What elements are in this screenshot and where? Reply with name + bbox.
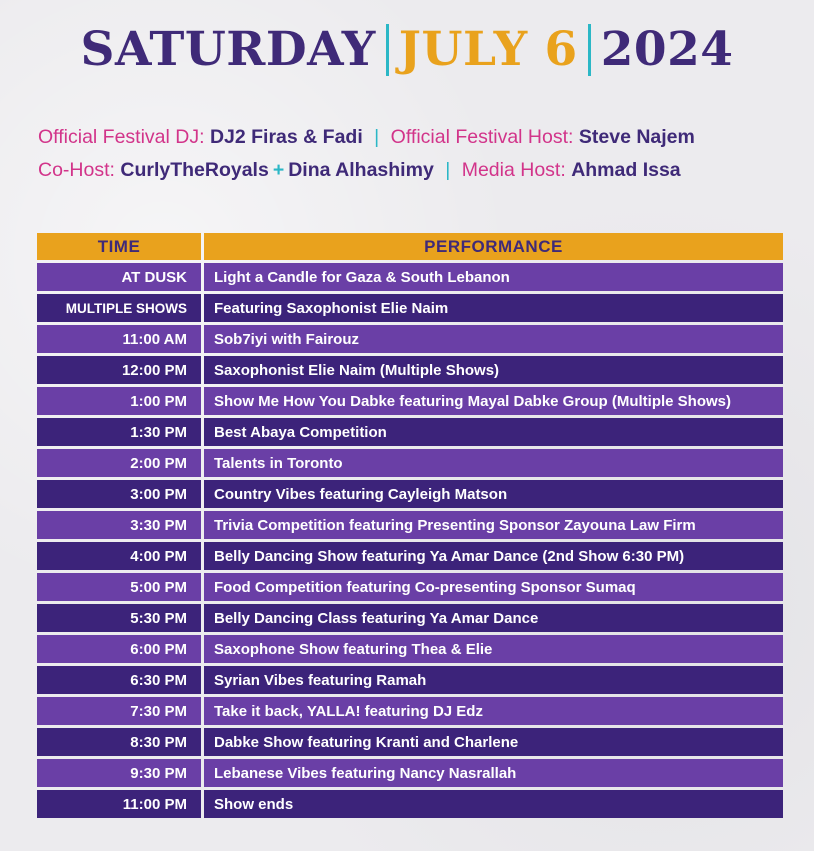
credits-divider: |: [374, 126, 380, 148]
table-row: [37, 356, 783, 384]
row-performance: Take it back, YALLA! featuring DJ Edz: [204, 697, 783, 725]
row-performance: Saxophonist Elie Naim (Multiple Shows): [204, 356, 783, 384]
row-performance: Best Abaya Competition: [204, 418, 783, 446]
table-row: [37, 511, 783, 539]
row-time: 11:00 AM: [37, 325, 201, 353]
row-time: 12:00 PM: [37, 356, 201, 384]
row-time: 4:00 PM: [37, 542, 201, 570]
table-row: [37, 759, 783, 787]
table-row: [37, 666, 783, 694]
row-time: 3:00 PM: [37, 480, 201, 508]
row-performance: Trivia Competition featuring Presenting Sponsor Zayouna Law Firm: [204, 511, 783, 539]
row-time: 5:30 PM: [37, 604, 201, 632]
row-performance: Show Me How You Dabke featuring Mayal Dabke Group (Multiple Shows): [204, 387, 783, 415]
table-row: [37, 263, 783, 291]
row-time: MULTIPLE SHOWS: [37, 294, 201, 322]
title-date: JULY 6: [398, 22, 578, 77]
table-row: [37, 325, 783, 353]
table-row: [37, 387, 783, 415]
header-time: TIME: [37, 233, 201, 260]
title-divider: [588, 24, 591, 76]
table-row: [37, 790, 783, 818]
dj-name: DJ2 Firas & Fadi: [209, 126, 363, 148]
row-time: 2:00 PM: [37, 449, 201, 477]
table-row: [37, 480, 783, 508]
table-row: [37, 573, 783, 601]
row-performance: Saxophone Show featuring Thea & Elie: [204, 635, 783, 663]
cohost-role: Co-Host:: [38, 159, 115, 181]
row-performance: Belly Dancing Class featuring Ya Amar Dance: [204, 604, 783, 632]
cohost-name-2: Dina Alhashimy: [288, 159, 434, 181]
credits-divider: |: [445, 159, 451, 181]
row-performance: Syrian Vibes featuring Ramah: [204, 666, 783, 694]
row-time: 3:30 PM: [37, 511, 201, 539]
title-divider: [386, 24, 389, 76]
table-row: [37, 604, 783, 632]
credits-line-1: [38, 126, 798, 149]
row-time: 1:30 PM: [37, 418, 201, 446]
schedule-table: [34, 230, 786, 821]
row-time: 9:30 PM: [37, 759, 201, 787]
row-time: 11:00 PM: [37, 790, 201, 818]
row-performance: Light a Candle for Gaza & South Lebanon: [204, 263, 783, 291]
row-performance: Talents in Toronto: [204, 449, 783, 477]
row-performance: Dabke Show featuring Kranti and Charlene: [204, 728, 783, 756]
title-year: 2024: [600, 22, 734, 77]
host-role: Official Festival Host:: [390, 126, 574, 148]
table-row: [37, 418, 783, 446]
row-performance: Country Vibes featuring Cayleigh Matson: [204, 480, 783, 508]
schedule-body: [37, 263, 783, 818]
dj-role: Official Festival DJ:: [38, 126, 205, 148]
table-row: [37, 449, 783, 477]
row-time: AT DUSK: [37, 263, 201, 291]
credits-line-2: [38, 159, 798, 182]
table-row: [37, 728, 783, 756]
row-performance: Sob7iyi with Fairouz: [204, 325, 783, 353]
row-performance: Belly Dancing Show featuring Ya Amar Dance (2nd Show 6:30 PM): [204, 542, 783, 570]
table-row: [37, 294, 783, 322]
media-name: Ahmad Issa: [571, 159, 681, 181]
row-time: 1:00 PM: [37, 387, 201, 415]
row-time: 8:30 PM: [37, 728, 201, 756]
cohost-plus: +: [272, 159, 285, 181]
header-performance: PERFORMANCE: [204, 233, 783, 260]
table-row: [37, 542, 783, 570]
row-time: 5:00 PM: [37, 573, 201, 601]
table-row: [37, 635, 783, 663]
row-performance: Featuring Saxophonist Elie Naim: [204, 294, 783, 322]
row-time: 7:30 PM: [37, 697, 201, 725]
page-title: [0, 22, 814, 77]
row-performance: Lebanese Vibes featuring Nancy Nasrallah: [204, 759, 783, 787]
media-role: Media Host:: [461, 159, 566, 181]
row-time: 6:00 PM: [37, 635, 201, 663]
host-name: Steve Najem: [578, 126, 695, 148]
cohost-name-1: CurlyTheRoyals: [120, 159, 269, 181]
table-row: [37, 697, 783, 725]
row-time: 6:30 PM: [37, 666, 201, 694]
title-day: SATURDAY: [80, 22, 376, 77]
schedule-header-row: [37, 233, 783, 260]
row-performance: Show ends: [204, 790, 783, 818]
row-performance: Food Competition featuring Co-presenting Sponsor Sumaq: [204, 573, 783, 601]
